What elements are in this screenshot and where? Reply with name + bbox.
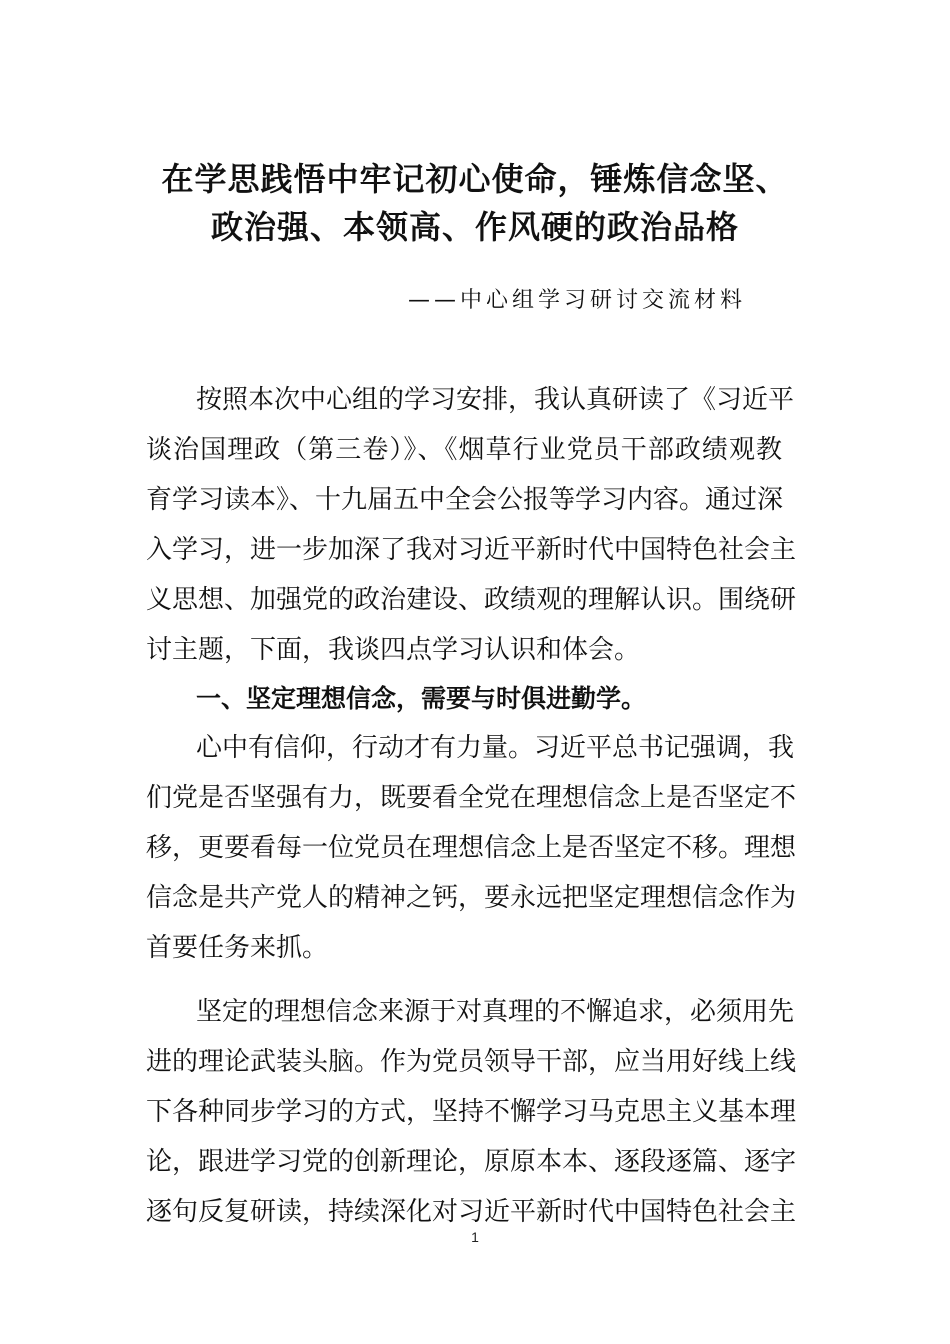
page-number: 1 bbox=[471, 1229, 479, 1245]
document-subtitle: ——中心组学习研讨交流材料 bbox=[408, 288, 747, 313]
paragraph-3-line-4: 论，跟进学习党的创新理论，原原本本、逐段逐篇、逐字 bbox=[146, 1147, 797, 1177]
paragraph-1-line-4: 入学习，进一步加深了我对习近平新时代中国特色社会主 bbox=[146, 535, 797, 565]
paragraph-2-line-3: 移，更要看每一位党员在理想信念上是否坚定不移。理想 bbox=[146, 833, 797, 863]
paragraph-3-line-5: 逐句反复研读，持续深化对习近平新时代中国特色社会主 bbox=[146, 1197, 797, 1227]
paragraph-1-line-2: 谈治国理政（第三卷）》、《烟草行业党员干部政绩观教 bbox=[146, 435, 782, 465]
document-title-line-2: 政治强、本领高、作风硬的政治品格 bbox=[210, 208, 739, 246]
paragraph-1-line-6: 讨主题，下面，我谈四点学习认识和体会。 bbox=[146, 635, 641, 665]
paragraph-3-line-2: 进的理论武装头脑。作为党员领导干部，应当用好线上线 bbox=[146, 1047, 797, 1077]
paragraph-2-line-1: 心中有信仰，行动才有力量。习近平总书记强调，我 bbox=[196, 733, 795, 763]
paragraph-2-line-4: 信念是共产党人的精神之钙，要永远把坚定理想信念作为 bbox=[146, 883, 797, 913]
paragraph-2-line-2: 们党是否坚强有力，既要看全党在理想信念上是否坚定不 bbox=[146, 783, 797, 813]
paragraph-3-line-1: 坚定的理想信念来源于对真理的不懈追求，必须用先 bbox=[196, 997, 795, 1027]
paragraph-2-line-5: 首要任务来抓。 bbox=[146, 933, 329, 963]
paragraph-3-line-3: 下各种同步学习的方式，坚持不懈学习马克思主义基本理 bbox=[146, 1097, 797, 1127]
section-heading-1: 一、坚定理想信念，需要与时俱进勤学。 bbox=[196, 684, 647, 713]
document-title-line-1: 在学思践悟中牢记初心使命，锤炼信念坚、 bbox=[161, 160, 789, 198]
paragraph-1-line-3: 育学习读本》、十九届五中全会公报等学习内容。通过深 bbox=[146, 485, 784, 515]
paragraph-1-line-1: 按照本次中心组的学习安排，我认真研读了《习近平 bbox=[196, 385, 795, 415]
paragraph-1-line-5: 义思想、加强党的政治建设、政绩观的理解认识。围绕研 bbox=[146, 585, 797, 615]
